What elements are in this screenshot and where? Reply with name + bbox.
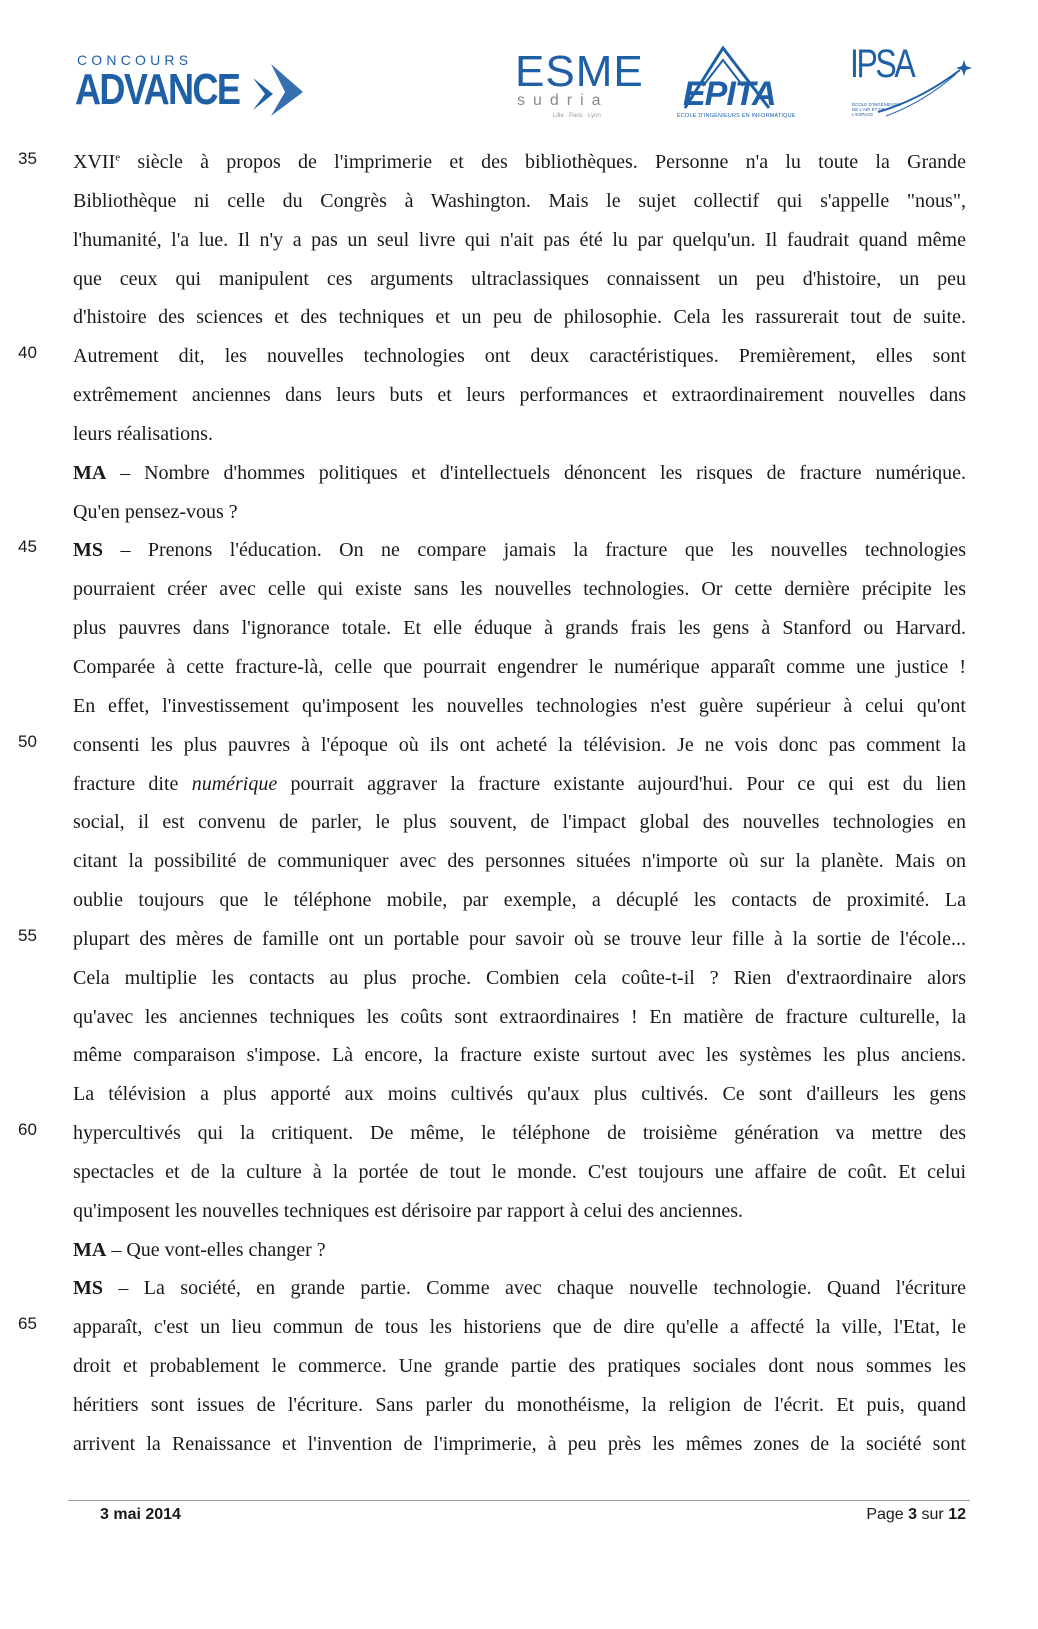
text-run: spectacles et de la culture à la portée de tout le monde. C'est toujours une affaire de coût. Et celui xyxy=(73,1160,966,1183)
line-number: 65 xyxy=(18,1314,37,1334)
ipsa-logo-caption: ÉCOLE D'INGÉNIEURS DE L'AIR ET DE L'ESPACE xyxy=(852,102,901,117)
text-line xyxy=(73,223,966,262)
line-text xyxy=(73,456,966,488)
ipsa-logo xyxy=(850,42,975,124)
text-line xyxy=(73,1194,966,1233)
text-run: leurs réalisations. xyxy=(73,422,213,445)
line-number: 50 xyxy=(18,731,37,751)
text-line xyxy=(73,417,966,456)
line-text xyxy=(73,378,966,410)
text-line xyxy=(18,922,966,961)
text-run: pourrait aggraver la fracture existante aujourd'hui. Pour ce qui est du lien xyxy=(277,772,966,795)
text-line xyxy=(73,689,966,728)
text-line xyxy=(73,262,966,301)
text-run: – Prenons l'éducation. On ne compare jamais la fracture que les nouvelles technologies xyxy=(103,539,966,562)
line-text xyxy=(73,611,966,643)
text-run: Bibliothèque ni celle du Congrès à Washington. Mais le sujet collectif qui s'appelle "nous", xyxy=(73,189,966,212)
text-run: En effet, l'investissement qu'imposent les nouvelles technologies n'est guère supérieur à celui qu'ont xyxy=(73,694,966,717)
line-number: 40 xyxy=(18,343,37,363)
esme-logo-title: ESME xyxy=(515,47,644,96)
advance-logo-subtitle: CONCOURS xyxy=(77,52,193,68)
line-number: 35 xyxy=(18,149,37,168)
line-text xyxy=(73,1038,966,1070)
line-text xyxy=(73,572,966,604)
text-line xyxy=(73,1077,966,1116)
line-text xyxy=(73,1349,966,1381)
text-run: – Que vont-elles changer ? xyxy=(106,1238,326,1261)
line-text xyxy=(73,1000,966,1032)
text-run: droit et probablement le commerce. Une grande partie des pratiques sociales dont nous sommes les xyxy=(73,1355,966,1378)
text-run: XVII xyxy=(73,151,116,173)
text-line xyxy=(73,1271,966,1310)
text-run: Autrement dit, les nouvelles technologies ont deux caractéristiques. Premièrement, elles sont xyxy=(73,345,966,368)
line-text xyxy=(73,1388,966,1420)
epita-logo-caption: ÉCOLE D'INGÉNIEURS EN INFORMATIQUE xyxy=(677,113,796,119)
text-line xyxy=(18,728,966,767)
text-line xyxy=(73,184,966,223)
text-line xyxy=(73,650,966,689)
text-run: oublie toujours que le téléphone mobile, par exemple, a décuplé les contacts de proximité. La xyxy=(73,889,966,912)
text-line xyxy=(73,495,966,534)
text-run: apparaît, c'est un lieu commun de tous les historiens que de dire qu'elle a affecté la ville, l'Etat, le xyxy=(73,1316,966,1339)
page-current: 3 xyxy=(908,1506,918,1523)
footer-page-number xyxy=(866,1506,966,1524)
line-text xyxy=(73,1310,966,1342)
advance-logo-title: ADVANCE xyxy=(75,65,240,114)
line-text xyxy=(73,339,966,371)
line-text xyxy=(73,495,966,527)
line-number: 45 xyxy=(18,537,37,557)
line-text xyxy=(73,262,966,294)
text-run: pourraient créer avec celle qui existe sans les nouvelles technologies. Or cette dernière précipite les xyxy=(73,578,966,601)
text-run: d'histoire des sciences et des techniques et un peu de philosophie. Cela les rassurerait tout de suite. xyxy=(73,306,966,329)
text-run: qu'avec les anciennes techniques les coûts sont extraordinaires ! En matière de fracture culturelle, la xyxy=(73,1005,966,1028)
text-run: – Nombre d'hommes politiques et d'intellectuels dénoncent les risques de fracture numérique. xyxy=(106,461,966,484)
line-text xyxy=(73,805,966,837)
line-number: 60 xyxy=(18,1120,37,1140)
text-run: e xyxy=(115,151,121,164)
text-line xyxy=(73,572,966,611)
text-run: plus pauvres dans l'ignorance totale. Et elle éduque à grands frais les gens à Stanford ou Harvard. xyxy=(73,617,966,640)
text-line xyxy=(73,611,966,650)
text-line xyxy=(73,1349,966,1388)
text-line xyxy=(18,1310,966,1349)
speaker-label: MA xyxy=(73,1238,107,1261)
text-run: social, il est convenu de parler, le plus souvent, de l'impact global des nouvelles technologies en xyxy=(73,811,966,834)
page-separator: sur xyxy=(921,1506,944,1523)
text-line xyxy=(73,805,966,844)
text-run: extrêmement anciennes dans leurs buts et leurs performances et extraordinairement nouvelles dans xyxy=(73,384,966,407)
line-text xyxy=(73,1116,966,1148)
text-line xyxy=(73,1038,966,1077)
text-line xyxy=(73,1388,966,1427)
speaker-label: MA xyxy=(73,461,107,484)
text-line xyxy=(18,339,966,378)
emphasis-text: numérique xyxy=(191,772,278,795)
line-text xyxy=(73,1155,966,1187)
line-text xyxy=(73,300,966,332)
page-total: 12 xyxy=(948,1506,966,1523)
text-line xyxy=(18,1116,966,1155)
line-text xyxy=(73,844,966,876)
line-text xyxy=(73,1271,966,1303)
text-line xyxy=(73,1000,966,1039)
line-text xyxy=(73,1194,966,1226)
line-text xyxy=(73,1427,966,1459)
esme-logo-cities: Lille · Paris · Lyon xyxy=(553,113,601,119)
speaker-label: MS xyxy=(73,1277,103,1300)
document-body xyxy=(18,145,966,1466)
text-run: qu'imposent les nouvelles techniques est dérisoire par rapport à celui des anciennes. xyxy=(73,1199,744,1222)
line-text xyxy=(73,883,966,915)
text-line xyxy=(18,533,966,572)
concours-advance-logo xyxy=(75,52,255,114)
text-line xyxy=(73,1427,966,1466)
line-text xyxy=(73,961,966,993)
text-line xyxy=(18,145,966,184)
text-line xyxy=(73,1233,966,1272)
line-text xyxy=(73,689,966,721)
line-text xyxy=(73,650,966,682)
text-line xyxy=(73,378,966,417)
text-run: – La société, en grande partie. Comme avec chaque nouvelle technologie. Quand l'écriture xyxy=(103,1277,966,1300)
epita-logo xyxy=(677,46,807,122)
text-run: citant la possibilité de communiquer avec des personnes situées n'importe où sur la planète. Mais on xyxy=(73,850,966,873)
esme-logo-subtitle: sudria xyxy=(517,92,609,109)
page-prefix: Page xyxy=(866,1506,904,1523)
line-number: 55 xyxy=(18,925,37,945)
line-text xyxy=(73,1077,966,1109)
footer-divider xyxy=(68,1500,970,1501)
line-text xyxy=(73,417,966,449)
text-run: plupart des mères de famille ont un portable pour savoir où se trouve leur fille à la sortie de l'école... xyxy=(73,927,966,950)
text-run: fracture dite xyxy=(73,772,192,795)
text-line xyxy=(73,883,966,922)
text-line xyxy=(73,767,966,806)
esme-sudria-logo xyxy=(515,47,644,122)
line-text xyxy=(73,223,966,255)
text-run: l'humanité, l'a lue. Il n'y a pas un seul livre qui n'ait pas été lu par quelqu'un. Il faudrait quand même xyxy=(73,228,966,251)
line-text xyxy=(73,1233,966,1265)
epita-logo-title: EPITA xyxy=(683,75,776,113)
line-text xyxy=(73,184,966,216)
text-line xyxy=(73,961,966,1000)
text-run: hypercultivés qui la critiquent. De même, le téléphone de troisième génération va mettre des xyxy=(73,1122,966,1145)
text-run: consenti les plus pauvres à l'époque où ils ont acheté la télévision. Je ne vois donc pas comment la xyxy=(73,733,966,756)
text-line xyxy=(73,844,966,883)
text-run: que ceux qui manipulent ces arguments ultraclassiques connaissent un peu d'histoire, un peu xyxy=(73,267,966,290)
speaker-label: MS xyxy=(73,539,103,562)
text-line xyxy=(73,1155,966,1194)
ipsa-logo-title: IPSA xyxy=(850,42,914,86)
advance-arrow-icon xyxy=(213,58,323,118)
line-text xyxy=(73,922,966,954)
text-run: siècle à propos de l'imprimerie et des bibliothèques. Personne n'a lu toute la Grande xyxy=(120,151,966,173)
line-text xyxy=(73,145,966,177)
text-run: Comparée à cette fracture-là, celle que pourrait engendrer le numérique apparaît comme une justice ! xyxy=(73,655,966,678)
line-text xyxy=(73,728,966,760)
text-run: héritiers sont issues de l'écriture. Sans parler du monothéisme, la religion de l'écrit. Et puis, quand xyxy=(73,1394,966,1416)
text-line xyxy=(73,456,966,495)
footer-date: 3 mai 2014 xyxy=(100,1506,181,1523)
text-run: même comparaison s'impose. Là encore, la fracture existe surtout avec les systèmes les plus anciens. xyxy=(73,1044,966,1067)
line-text xyxy=(73,533,966,565)
text-run: arrivent la Renaissance et l'invention de l'imprimerie, à peu près les mêmes zones de la société sont xyxy=(73,1432,966,1455)
text-run: Cela multiplie les contacts au plus proche. Combien cela coûte-t-il ? Rien d'extraordinaire alors xyxy=(73,966,966,989)
text-run: Qu'en pensez-vous ? xyxy=(73,500,238,523)
text-line xyxy=(73,300,966,339)
line-text xyxy=(73,767,966,799)
text-run: La télévision a plus apporté aux moins cultivés qu'aux plus cultivés. Ce sont d'ailleurs les gens xyxy=(73,1083,966,1106)
